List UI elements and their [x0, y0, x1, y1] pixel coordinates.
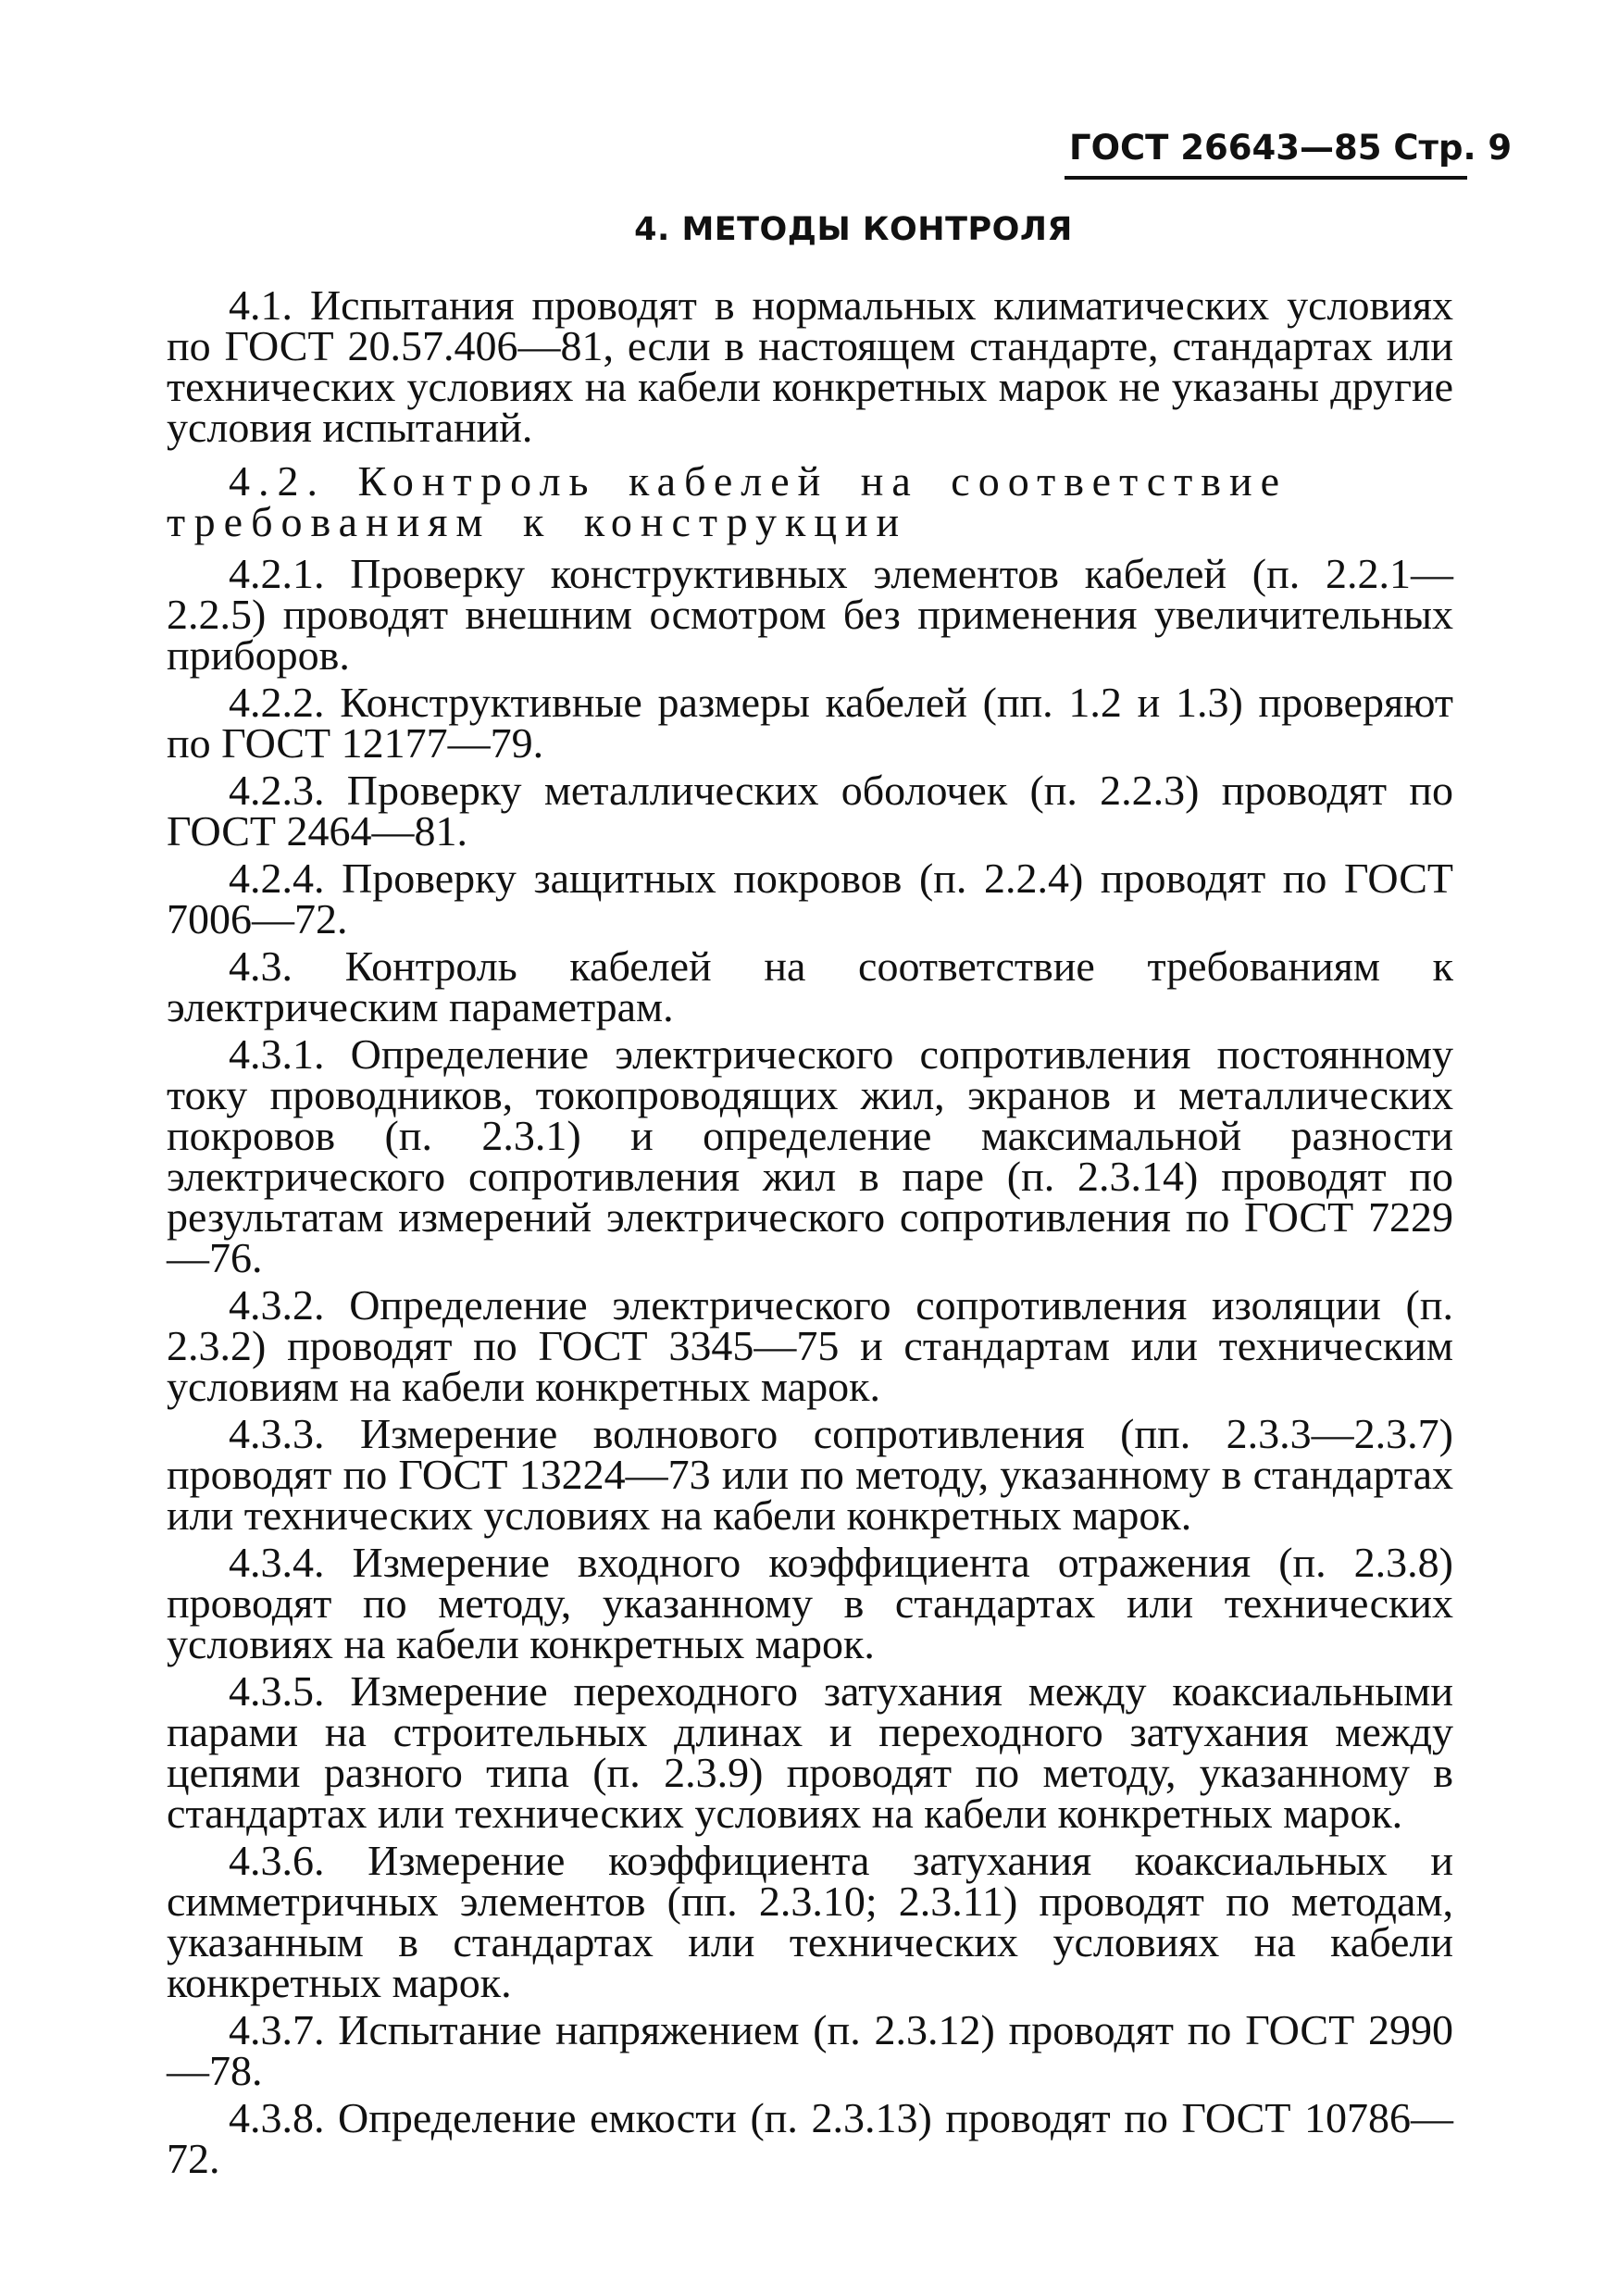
paragraph-4-2: 4.2. Контроль кабелей на соответствие требованиям к конструкции — [167, 457, 1289, 545]
paragraph-4-3-4: 4.3.4. Измерение входного коэффициента отражения (п. 2.3.8) проводят по методу, указанному в стандартах или технических условиях на кабели конкретных марок. — [167, 1539, 1453, 1667]
paragraph-4-3-6: 4.3.6. Измерение коэффициента затухания коаксиальных и симметричных элементов (пп. 2.3.10; 2.3.11) проводят по методам, указанным в стандартах или технических условиях на кабели конкретных марок. — [167, 1837, 1453, 2006]
paragraph-4-2-2: 4.2.2. Конструктивные размеры кабелей (пп. 1.2 и 1.3) проверяют по ГОСТ 12177—79. — [167, 679, 1453, 767]
paragraph-4-2-4: 4.2.4. Проверку защитных покровов (п. 2.2.4) проводят по ГОСТ 7006—72. — [167, 855, 1453, 942]
paragraph-4-3-1: 4.3.1. Определение электрического сопротивления постоянному току проводников, токопроводящих жил, экранов и металлических покровов (п. 2.3.1) и определение максимальной разности электрического сопротивления жил в паре (п. 2.3.14) проводят по результатам измерений электрического сопротивления по ГОСТ 7229—76. — [167, 1030, 1453, 1281]
section-title: 4. МЕТОДЫ КОНТРОЛЯ — [634, 211, 1073, 248]
page-header: ГОСТ 26643—85 Стр. 9 — [1069, 128, 1513, 168]
paragraph-4-3-5: 4.3.5. Измерение переходного затухания между коаксиальными парами на строительных длинах и переходного затухания между цепями разного типа (п. 2.3.9) проводят по методу, указанному в стандартах или технических условиях на кабели конкретных марок. — [167, 1667, 1453, 1837]
document-body — [167, 281, 1453, 2186]
paragraph-4-3: 4.3. Контроль кабелей на соответствие требованиям к электрическим параметрам. — [167, 942, 1453, 1030]
header-divider — [1065, 176, 1467, 180]
paragraph-4-3-2: 4.3.2. Определение электрического сопротивления изоляции (п. 2.3.2) проводят по ГОСТ 3345—75 и стандартам или техническим условиям на кабели конкретных марок. — [167, 1281, 1453, 1410]
paragraph-4-3-3: 4.3.3. Измерение волнового сопротивления (пп. 2.3.3—2.3.7) проводят по ГОСТ 13224—73 или по методу, указанному в стандартах или технических условиях на кабели конкретных марок. — [167, 1410, 1453, 1539]
paragraph-4-3-8: 4.3.8. Определение емкости (п. 2.3.13) проводят по ГОСТ 10786—72. — [167, 2094, 1453, 2182]
paragraph-4-1: 4.1. Испытания проводят в нормальных климатических условиях по ГОСТ 20.57.406—81, если в настоящем стандарте, стандартах или технических условиях на кабели конкретных марок не указаны другие условия испытаний. — [167, 281, 1453, 451]
paragraph-4-2-3: 4.2.3. Проверку металлических оболочек (п. 2.2.3) проводят по ГОСТ 2464—81. — [167, 767, 1453, 855]
paragraph-4-2-1: 4.2.1. Проверку конструктивных элементов кабелей (п. 2.2.1—2.2.5) проводят внешним осмотром без применения увеличительных приборов. — [167, 550, 1453, 679]
paragraph-4-3-7: 4.3.7. Испытание напряжением (п. 2.3.12) проводят по ГОСТ 2990—78. — [167, 2006, 1453, 2094]
